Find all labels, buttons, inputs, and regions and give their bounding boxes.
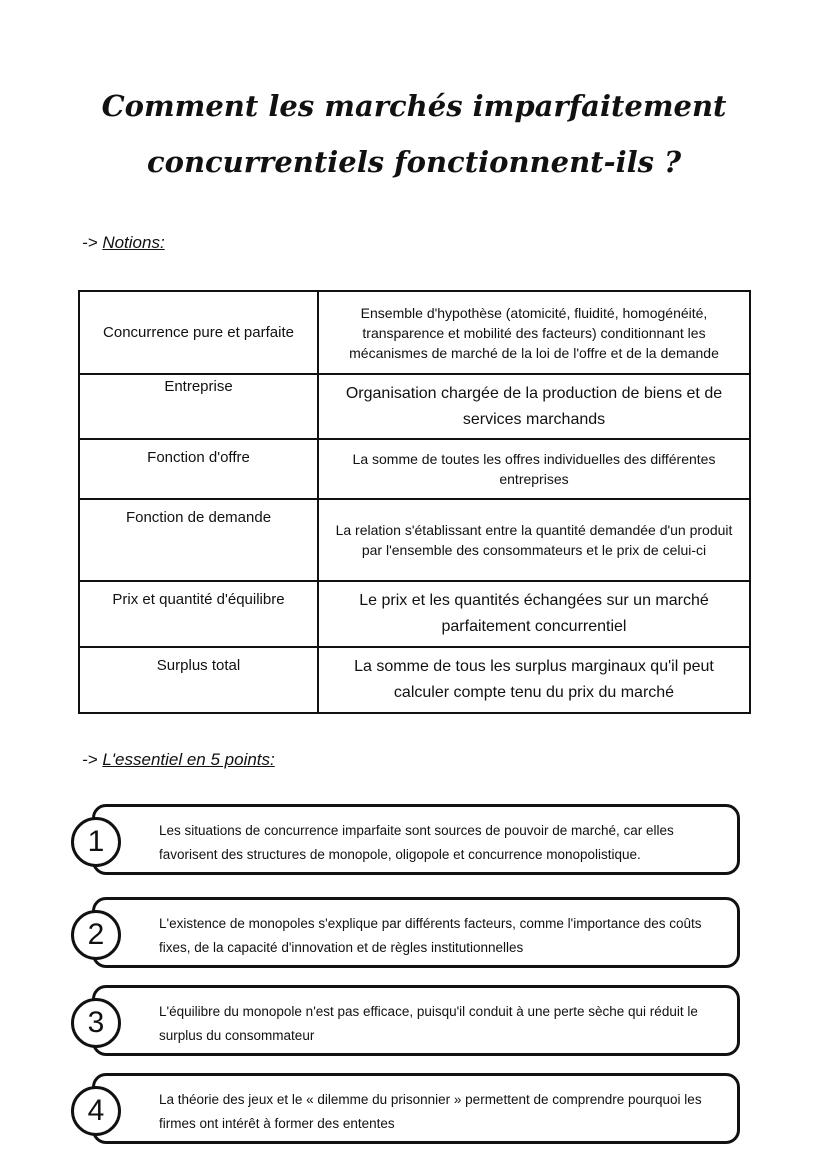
number-badge: 3 — [71, 998, 121, 1048]
table-row — [79, 291, 750, 374]
table-row — [79, 647, 750, 713]
essentiel-heading — [82, 750, 275, 770]
table-row — [79, 581, 750, 647]
table-row — [79, 439, 750, 499]
key-point-text: Les situations de concurrence imparfaite sont sources de pouvoir de marché, car elles favorisent des structures de monopole, oligopole et concurrence monopolistique. — [159, 823, 674, 862]
key-point — [87, 897, 740, 968]
notions-table — [78, 290, 751, 714]
arrow-prefix: -> — [82, 750, 98, 769]
number-badge: 2 — [71, 910, 121, 960]
key-point — [87, 1073, 740, 1144]
essentiel-heading-label: L'essentiel en 5 points: — [102, 750, 275, 769]
key-point-text: L'existence de monopoles s'explique par différents facteurs, comme l'importance des coûts fixes, de la capacité d'innovation et de règles institutionnelles — [159, 916, 702, 955]
definition-cell: Organisation chargée de la production de biens et de services marchands — [318, 374, 750, 439]
definition-cell: La relation s'établissant entre la quantité demandée d'un produit par l'ensemble des consommateurs et le prix de celui-ci — [318, 499, 750, 581]
definition-cell: Le prix et les quantités échangées sur un marché parfaitement concurrentiel — [318, 581, 750, 647]
term-cell: Concurrence pure et parfaite — [79, 291, 318, 374]
definition-cell: La somme de toutes les offres individuelles des différentes entreprises — [318, 439, 750, 499]
term-cell: Fonction d'offre — [79, 439, 318, 499]
notions-heading-label: Notions: — [102, 233, 165, 252]
definition-cell: La somme de tous les surplus marginaux qu'il peut calculer compte tenu du prix du marché — [318, 647, 750, 713]
notions-heading — [82, 233, 165, 253]
key-point — [87, 804, 740, 875]
term-cell: Entreprise — [79, 374, 318, 439]
key-point-text: L'équilibre du monopole n'est pas efficace, puisqu'il conduit à une perte sèche qui réduit le surplus du consommateur — [159, 1004, 698, 1043]
number-badge: 1 — [71, 817, 121, 867]
page-title: Comment les marchés imparfaitement concurrentiels fonctionnent-ils ? — [101, 89, 727, 179]
key-point-text: La théorie des jeux et le « dilemme du prisonnier » permettent de comprendre pourquoi les firmes ont intérêt à former des ententes — [159, 1092, 702, 1131]
term-cell: Fonction de demande — [79, 499, 318, 581]
key-point — [87, 985, 740, 1056]
table-row — [79, 499, 750, 581]
definition-cell: Ensemble d'hypothèse (atomicité, fluidité, homogénéité, transparence et mobilité des facteurs) conditionnant les mécanismes de marché de la loi de l'offre et de la demande — [318, 291, 750, 374]
number-badge: 4 — [71, 1086, 121, 1136]
table-row — [79, 374, 750, 439]
term-cell: Prix et quantité d'équilibre — [79, 581, 318, 647]
arrow-prefix: -> — [82, 233, 98, 252]
term-cell: Surplus total — [79, 647, 318, 713]
